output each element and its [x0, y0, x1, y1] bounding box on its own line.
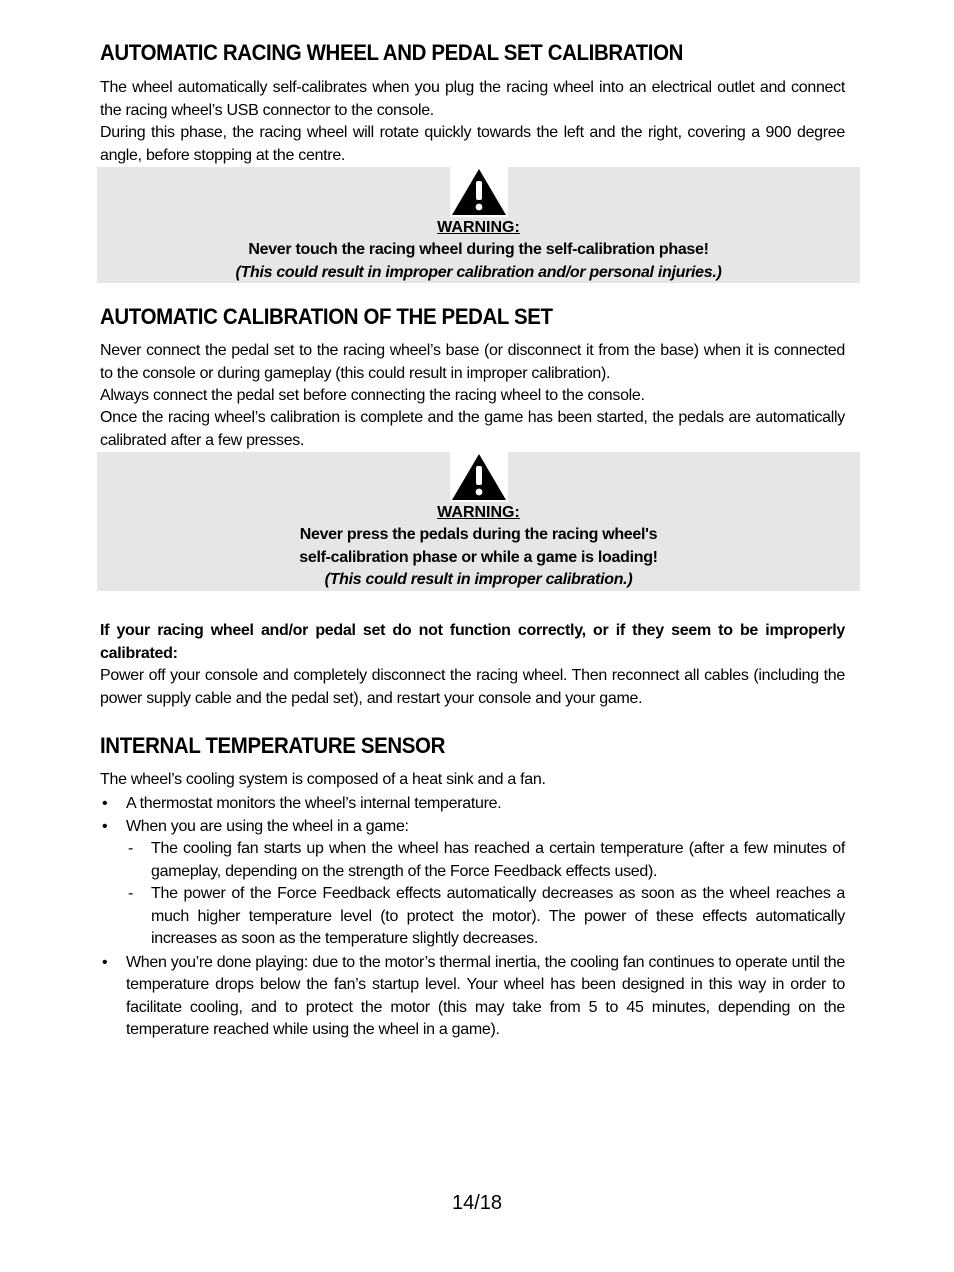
paragraph: The wheel’s cooling system is composed of a heat sink and a fan. [100, 771, 546, 788]
bullet-list [100, 793, 845, 1042]
bullet-icon: • [102, 795, 108, 812]
sub-list-item-text: The power of the Force Feedback effects automatically decreases as soon as the wheel reaches a much higher temperature level (to protect the motor). The power of these effects automatically increases as soon as the temperature slightly decreases. [151, 885, 845, 947]
warning-title: WARNING: [437, 219, 520, 236]
sub-list-item [126, 883, 845, 951]
list-item [100, 793, 845, 816]
warning-triangle-icon [450, 452, 508, 502]
warning-triangle-icon [450, 167, 508, 217]
section-heading-wheel-calibration: AUTOMATIC RACING WHEEL AND PEDAL SET CALIBRATION [100, 40, 684, 65]
warning-text: Never press the pedals during the racing wheel's [299, 526, 658, 543]
warning-text: Never touch the racing wheel during the self-calibration phase! [248, 241, 709, 258]
bullet-icon: • [102, 953, 108, 971]
paragraph: Once the racing wheel’s calibration is complete and the game has been started, the pedals are automatically calibrated after a few presses. [100, 409, 845, 449]
warning-box [97, 167, 860, 283]
troubleshoot-body: Power off your console and completely disconnect the racing wheel. Then reconnect all cables (including the power supply cable and the pedal set), and restart your console and your game. [100, 667, 845, 707]
list-item-text: A thermostat monitors the wheel’s internal temperature. [126, 795, 502, 812]
list-item [100, 816, 845, 951]
page-number: 14/18 [451, 1192, 503, 1214]
sub-list [126, 838, 845, 951]
warning-box [97, 452, 860, 591]
sub-list-item-text: The cooling fan starts up when the wheel has reached a certain temperature (after a few minutes of gameplay, depending on the strength of the Force Feedback effects used). [151, 840, 845, 880]
warning-title: WARNING: [437, 504, 520, 521]
dash-icon: - [128, 840, 134, 857]
troubleshoot-paragraph [100, 620, 845, 710]
bullet-icon: • [102, 817, 108, 835]
warning-note: (This could result in improper calibration and/or personal injuries.) [235, 263, 722, 281]
paragraph: The wheel automatically self-calibrates when you plug the racing wheel into an electrical outlet and connect the racing wheel’s USB connector to the console. [100, 79, 845, 119]
dash-icon: - [128, 885, 134, 902]
sub-list-item [126, 838, 845, 883]
list-item-text: When you are using the wheel in a game: [126, 817, 409, 835]
warning-text: self-calibration phase or while a game is loading! [299, 548, 658, 566]
section-heading-temperature-sensor: INTERNAL TEMPERATURE SENSOR [100, 733, 446, 758]
paragraph: Always connect the pedal set before connecting the racing wheel to the console. [100, 387, 645, 404]
list-item-text: When you’re done playing: due to the motor’s thermal inertia, the cooling fan continues to operate until the temperature drops below the fan’s startup level. Your wheel has been designed in this way in order to facilitate cooling, and to protect the motor (this may take from 5 to 45 minutes, depending on the temperature reached while using the wheel in a game). [126, 953, 845, 1038]
section-heading-pedal-calibration: AUTOMATIC CALIBRATION OF THE PEDAL SET [100, 304, 553, 329]
list-item [100, 952, 845, 1042]
paragraph: During this phase, the racing wheel will rotate quickly towards the left and the right, covering a 900 degree angle, before stopping at the centre. [100, 124, 845, 164]
troubleshoot-lead: If your racing wheel and/or pedal set do not function correctly, or if they seem to be improperly calibrated: [100, 622, 845, 662]
paragraph: Never connect the pedal set to the racing wheel’s base (or disconnect it from the base) when it is connected to the console or during gameplay (this could result in improper calibration). [100, 342, 845, 382]
warning-note: (This could result in improper calibration.) [324, 571, 633, 588]
